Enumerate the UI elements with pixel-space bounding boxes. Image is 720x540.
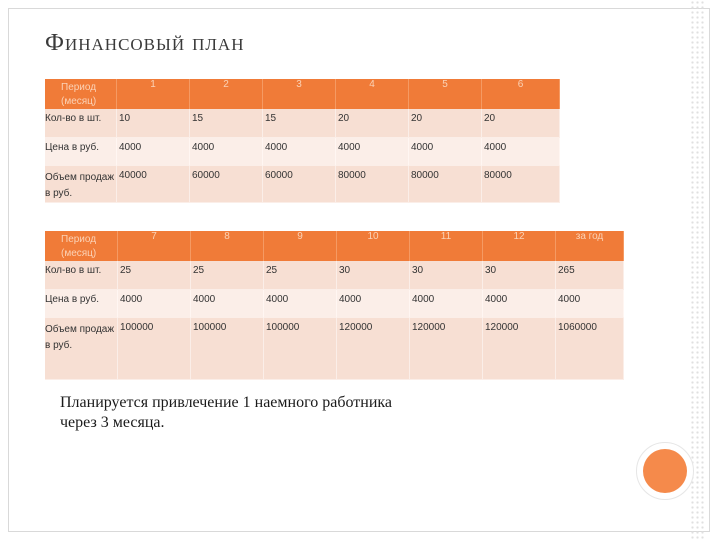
table-cell: 30 — [410, 261, 483, 290]
header-month: 4 — [336, 79, 409, 109]
header-month: 5 — [409, 79, 482, 109]
row-label-quantity: Кол-во в шт. — [45, 109, 117, 138]
table-cell: 25 — [264, 261, 337, 290]
table-cell: 20 — [336, 109, 409, 138]
row-label-sales-volume: Объем продаж в руб. — [45, 166, 117, 203]
table-cell: 80000 — [336, 166, 409, 203]
header-month: 11 — [410, 231, 483, 261]
table-cell: 15 — [263, 109, 336, 138]
header-month: 8 — [191, 231, 264, 261]
table-row — [45, 290, 624, 318]
table-cell: 4000 — [191, 290, 264, 318]
row-label-price: Цена в руб. — [45, 138, 117, 166]
table-header-row — [45, 79, 560, 109]
table-cell: 4000 — [409, 138, 482, 166]
table-cell: 4000 — [264, 290, 337, 318]
table-cell: 4000 — [410, 290, 483, 318]
row-label-quantity: Кол-во в шт. — [45, 261, 118, 290]
table-row — [45, 166, 560, 203]
header-year-total: за год — [556, 231, 624, 261]
table-cell: 20 — [409, 109, 482, 138]
header-period: Период (месяц) — [45, 231, 118, 261]
table-cell: 120000 — [483, 318, 556, 380]
table-cell: 80000 — [482, 166, 560, 203]
header-month: 9 — [264, 231, 337, 261]
table-row — [45, 138, 560, 166]
table-row — [45, 318, 624, 380]
table-cell: 4000 — [337, 290, 410, 318]
table-cell: 30 — [483, 261, 556, 290]
table-cell: 60000 — [263, 166, 336, 203]
table-row — [45, 261, 624, 290]
table-cell: 4000 — [483, 290, 556, 318]
table-cell: 60000 — [190, 166, 263, 203]
table-cell: 15 — [190, 109, 263, 138]
header-month: 10 — [337, 231, 410, 261]
table-cell: 4000 — [482, 138, 560, 166]
table-cell: 100000 — [264, 318, 337, 380]
header-month: 1 — [117, 79, 190, 109]
table-cell: 1060000 — [556, 318, 624, 380]
table-header-row — [45, 231, 624, 261]
table-cell: 4000 — [263, 138, 336, 166]
header-month: 3 — [263, 79, 336, 109]
header-month: 7 — [118, 231, 191, 261]
header-period: Период (месяц) — [45, 79, 117, 109]
financial-table-months-1-6 — [45, 79, 560, 203]
header-month: 6 — [482, 79, 560, 109]
table-cell: 4000 — [336, 138, 409, 166]
table-cell: 4000 — [118, 290, 191, 318]
header-month: 12 — [483, 231, 556, 261]
table-cell: 40000 — [117, 166, 190, 203]
table-cell: 10 — [117, 109, 190, 138]
dotted-border-decoration — [690, 0, 704, 540]
table-cell: 4000 — [556, 290, 624, 318]
page-title: Финансовый план — [45, 30, 245, 56]
row-label-price: Цена в руб. — [45, 290, 118, 318]
table-cell: 265 — [556, 261, 624, 290]
table-cell: 25 — [118, 261, 191, 290]
table-row — [45, 109, 560, 138]
table-cell: 100000 — [191, 318, 264, 380]
hiring-note: Планируется привлечение 1 наемного работника через 3 месяца. — [60, 394, 393, 431]
table-cell: 4000 — [117, 138, 190, 166]
financial-table-months-7-12 — [45, 231, 624, 380]
table-cell: 30 — [337, 261, 410, 290]
table-cell: 100000 — [118, 318, 191, 380]
table-cell: 25 — [191, 261, 264, 290]
header-month: 2 — [190, 79, 263, 109]
table-cell: 80000 — [409, 166, 482, 203]
table-cell: 120000 — [410, 318, 483, 380]
row-label-sales-volume: Объем продаж в руб. — [45, 318, 118, 380]
table-cell: 120000 — [337, 318, 410, 380]
table-cell: 4000 — [190, 138, 263, 166]
decorative-circle — [643, 449, 687, 493]
table-cell: 20 — [482, 109, 560, 138]
